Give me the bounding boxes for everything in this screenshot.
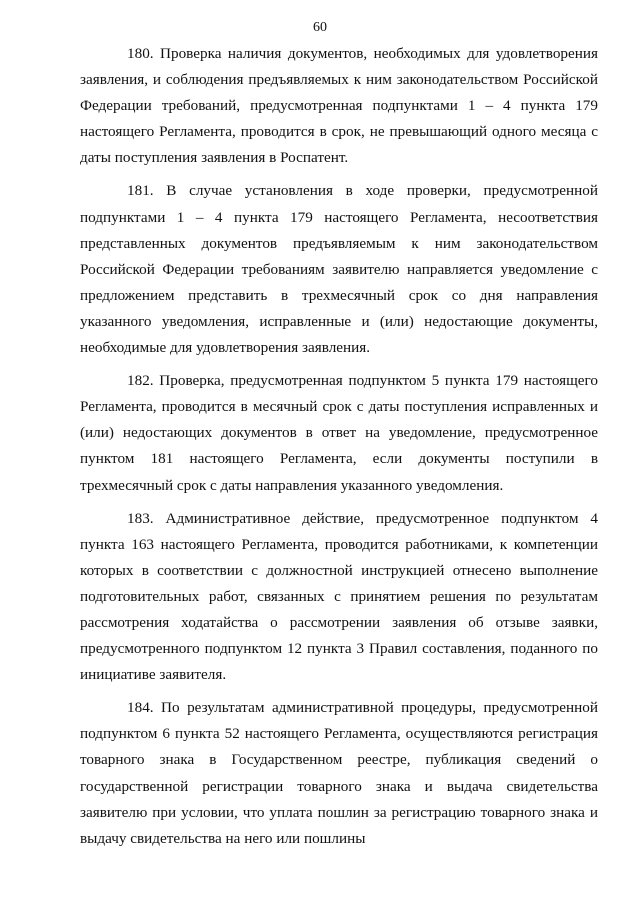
paragraph-180: 180. Проверка наличия документов, необходимых для удовлетворения заявления, и соблюдения предъявляемых к ним законодательством Российской Федерации требований, предусмотренная подпунктами 1 – 4 пункта 179 настоящего Регламента, проводится в срок, не превышающий одного месяца с даты поступления заявления в Роспатент. bbox=[80, 45, 598, 167]
paragraph-183: 183. Административное действие, предусмотренное подпунктом 4 пункта 163 настоящего Регламента, проводится работниками, к компетенции которых в соответствии с должностной инструкцией отнесено выполнение подготовительных работ, связанных с принятием решения по результатам рассмотрения ходатайства о рассмотрении заявления об отзыве заявки, предусмотренного подпунктом 12 пункта 3 Правил составления, поданного по инициативе заявителя. bbox=[80, 509, 598, 684]
page-number: 60 bbox=[313, 20, 327, 35]
paragraph-182: 182. Проверка, предусмотренная подпунктом 5 пункта 179 настоящего Регламента, проводится в месячный срок с даты поступления исправленных и (или) недостающих документов в ответ на уведомление, предусмотренное пунктом 181 настоящего Регламента, если документы поступили в трехмесячный срок с даты направления указанного уведомления. bbox=[80, 372, 598, 494]
document-body bbox=[80, 41, 598, 852]
paragraph-184: 184. По результатам административной процедуры, предусмотренной подпунктом 6 пункта 52 настоящего Регламента, осуществляются регистрация товарного знака в Государственном реестре, публикация сведений о государственной регистрации товарного знака и выдача свидетельства заявителю при условии, что уплата пошлин за регистрацию товарного знака и выдачу свидетельства на него или пошлины bbox=[80, 699, 598, 847]
paragraph-181: 181. В случае установления в ходе проверки, предусмотренной подпунктами 1 – 4 пункта 179 настоящего Регламента, несоответствия представленных документов предъявляемым к ним законодательством Российской Федерации требованиям заявителю направляется уведомление с предложением представить в трехмесячный срок со дня направления указанного уведомления, исправленные и (или) недостающие документы, необходимые для удовлетворения заявления. bbox=[80, 182, 598, 357]
